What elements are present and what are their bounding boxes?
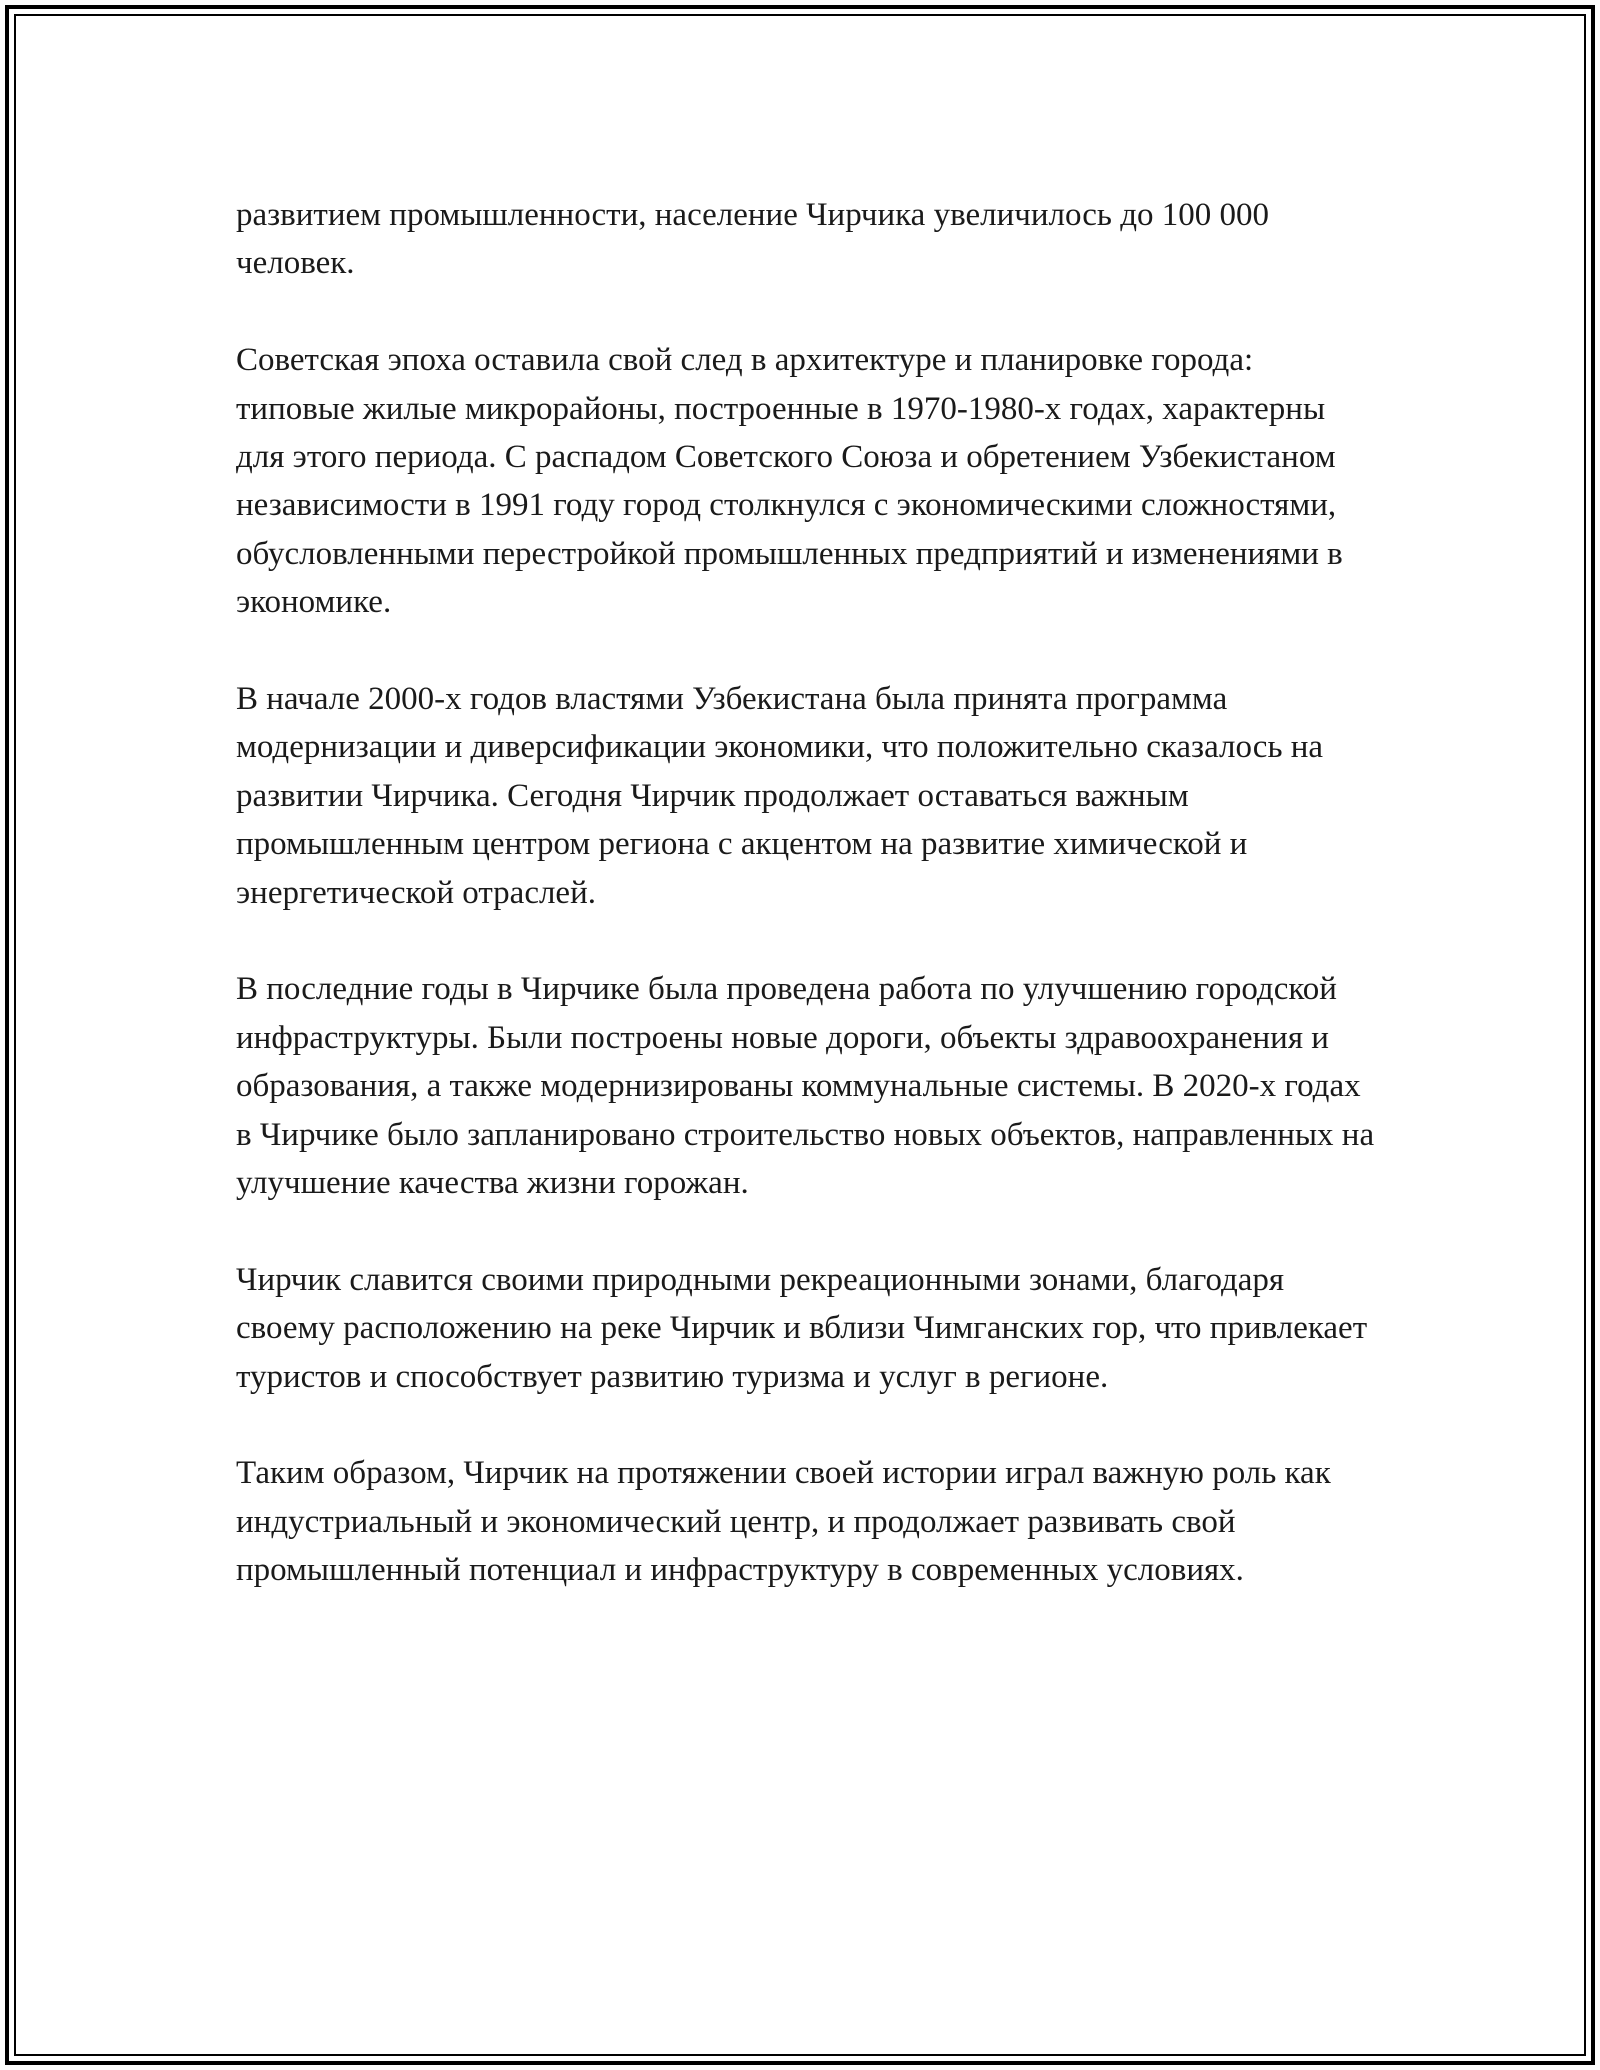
paragraph-1: развитием промышленности, население Чирчика увеличилось до 100 000 человек. (236, 197, 1270, 282)
document-body (236, 191, 1376, 1643)
paragraph-6: Таким образом, Чирчик на протяжении своей истории играл важную роль как индустриальный и экономический центр, и продолжает развивать свой промышленный потенциал и инфраструктуру в современных условиях. (236, 1455, 1331, 1589)
paragraph-2: Советская эпоха оставила свой след в архитектуре и планировке города: типовые жилые микрорайоны, построенные в 1970-1980-х годах, характерны для этого периода. С распадом Советского Союза и обретением Узбекистаном независимости в 1991 году город столкнулся с экономическими сложностями, обусловленными перестройкой промышленных предприятий и изменениями в экономике. (236, 342, 1343, 621)
paragraph-4: В последние годы в Чирчике была проведена работа по улучшению городской инфраструктуры. Были построены новые дороги, объекты здравоохранения и образования, а также модернизированы коммунальные системы. В 2020-х годах в Чирчике было запланировано строительство новых объектов, направленных на улучшение качества жизни горожан. (236, 971, 1375, 1202)
paragraph-3: В начале 2000-х годов властями Узбекистана была принята программа модернизации и диверсификации экономики, что положительно сказалось на развитии Чирчика. Сегодня Чирчик продолжает оставаться важным промышленным центром региона с акцентом на развитие химической и энергетической отраслей. (236, 681, 1324, 911)
paragraph-5: Чирчик славится своими природными рекреационными зонами, благодаря своему расположению на реке Чирчик и вблизи Чимганских гор, что привлекает туристов и способствует развитию туризма и услуг в регионе. (236, 1261, 1368, 1395)
